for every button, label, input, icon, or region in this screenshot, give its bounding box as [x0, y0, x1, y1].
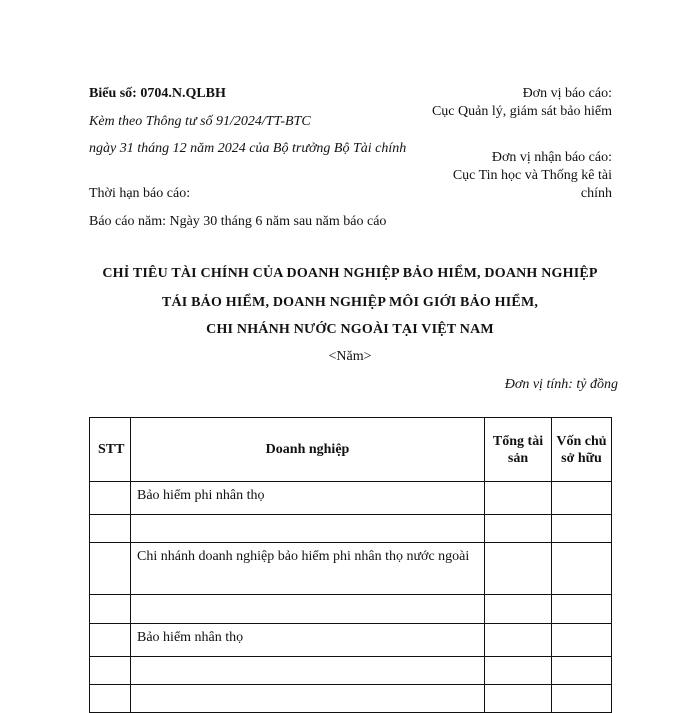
cell-enterprise[interactable]: [131, 595, 485, 624]
cell-enterprise[interactable]: [131, 515, 485, 543]
form-code: Biểu số: 0704.N.QLBH: [89, 86, 226, 101]
header-equity: Vốn chủ sở hữu: [552, 418, 612, 482]
cell-equity[interactable]: [552, 595, 612, 624]
table-row: [90, 595, 612, 624]
cell-stt[interactable]: [90, 685, 131, 713]
cell-stt[interactable]: [90, 482, 131, 515]
header-enterprise: Doanh nghiệp: [131, 418, 485, 482]
cell-equity[interactable]: [552, 657, 612, 685]
deadline-value: Báo cáo năm: Ngày 30 tháng 6 năm sau năm báo cáo: [89, 214, 387, 229]
cell-stt[interactable]: [90, 595, 131, 624]
cell-stt[interactable]: [90, 515, 131, 543]
cell-equity[interactable]: [552, 482, 612, 515]
cell-enterprise[interactable]: [131, 657, 485, 685]
cell-enterprise[interactable]: Chi nhánh doanh nghiệp bảo hiểm phi nhân thọ nước ngoài: [131, 543, 485, 595]
cell-total-assets[interactable]: [485, 624, 552, 657]
cell-enterprise[interactable]: [131, 685, 485, 713]
deadline-label: Thời hạn báo cáo:: [89, 186, 191, 201]
report-title-line-1: CHỈ TIÊU TÀI CHÍNH CỦA DOANH NGHIỆP BẢO HIỂM, DOANH NGHIỆP: [102, 266, 598, 281]
cell-total-assets[interactable]: [485, 543, 552, 595]
currency-unit: Đơn vị tính: tỷ đồng: [504, 377, 618, 392]
reporting-unit-value: Cục Quản lý, giám sát bảo hiểm: [431, 104, 612, 119]
cell-stt[interactable]: [90, 543, 131, 595]
cell-equity[interactable]: [552, 624, 612, 657]
cell-total-assets[interactable]: [485, 657, 552, 685]
cell-equity[interactable]: [552, 515, 612, 543]
cell-total-assets[interactable]: [485, 685, 552, 713]
table-row: [90, 543, 612, 595]
circular-reference: Kèm theo Thông tư số 91/2024/TT-BTC: [89, 114, 311, 129]
header-stt: STT: [90, 418, 131, 482]
table-header-row: [90, 418, 612, 482]
cell-total-assets[interactable]: [485, 482, 552, 515]
cell-stt[interactable]: [90, 624, 131, 657]
receiving-unit-value: Cục Tin học và Thống kê tài chính: [452, 168, 612, 201]
cell-stt[interactable]: [90, 657, 131, 685]
table-row: [90, 482, 612, 515]
report-title-line-3: CHI NHÁNH NƯỚC NGOÀI TẠI VIỆT NAM: [206, 322, 494, 337]
receiving-unit-label: Đơn vị nhận báo cáo:: [491, 150, 612, 165]
cell-equity[interactable]: [552, 543, 612, 595]
header-total-assets: Tổng tài sản: [485, 418, 552, 482]
table-row: [90, 624, 612, 657]
circular-date: ngày 31 tháng 12 năm 2024 của Bộ trưởng Bộ Tài chính: [89, 141, 407, 156]
cell-total-assets[interactable]: [485, 515, 552, 543]
financial-table: [89, 417, 612, 713]
cell-enterprise[interactable]: Bảo hiểm nhân thọ: [131, 624, 485, 657]
table-row: [90, 515, 612, 543]
cell-enterprise[interactable]: Bảo hiểm phi nhân thọ: [131, 482, 485, 515]
cell-equity[interactable]: [552, 685, 612, 713]
report-year: <Năm>: [328, 349, 372, 364]
report-title-line-2: TÁI BẢO HIỂM, DOANH NGHIỆP MÔI GIỚI BẢO HIỂM,: [161, 295, 539, 310]
table-row: [90, 685, 612, 713]
table-row: [90, 657, 612, 685]
cell-total-assets[interactable]: [485, 595, 552, 624]
reporting-unit-label: Đơn vị báo cáo:: [522, 86, 612, 101]
